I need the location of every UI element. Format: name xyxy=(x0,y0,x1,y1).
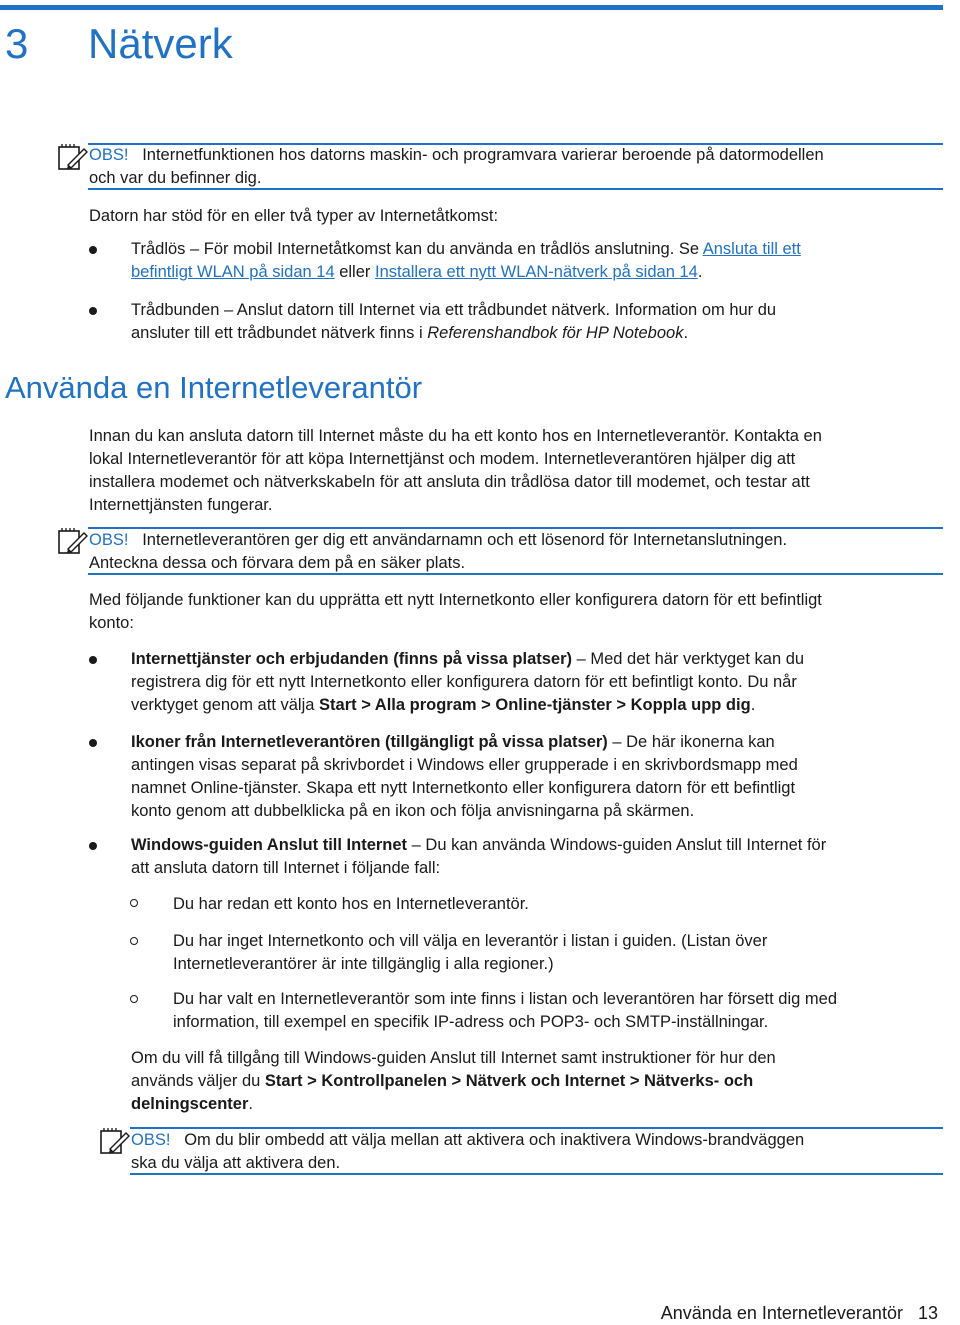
section-para-line-1: Innan du kan ansluta datorn till Internet måste du ha ett konto hos en Internetleverantör. Kontakta en xyxy=(89,427,822,445)
feature-wizard-line-1: Windows-guiden Anslut till Internet – Du kan använda Windows-guiden Anslut till Internet för xyxy=(131,836,827,854)
wizard-para-line-2: används väljer du Start > Kontrollpanelen > Nätverk och Internet > Nätverks- och xyxy=(131,1072,754,1090)
chapter-title: Nätverk xyxy=(88,20,233,67)
bullet-dot xyxy=(89,307,97,315)
note-2-line-2: Anteckna dessa och förvara dem på en säker plats. xyxy=(89,554,466,572)
note-bottom-rule xyxy=(130,1173,943,1175)
section-para-line-2: lokal Internetleverantör för att köpa Internettjänst och modem. Internetleverantören hjälper dig att xyxy=(89,450,796,468)
feature-icons-line-4: konto genom att dubbelklicka på en ikon och följa anvisningarna på skärmen. xyxy=(131,802,695,820)
note-bottom-rule xyxy=(88,573,943,575)
section-para-line-3: installera modemet och nätverkskabeln för att ansluta din trådlösa dator till modemet, och testar att xyxy=(89,473,810,491)
bullet-wireless-line-2: befintligt WLAN på sidan 14 eller Installera ett nytt WLAN-nätverk på sidan 14. xyxy=(131,263,703,281)
note-1-line-1: OBS! Internetfunktionen hos datorns maskin- och programvara varierar beroende på datormodellen xyxy=(89,146,824,164)
para2-line-1: Med följande funktioner kan du upprätta ett nytt Internetkonto eller konfigurera datorn för ett befintligt xyxy=(89,591,822,609)
bullet-wired-line-2: ansluter till ett trådbundet nätverk finns i Referenshandbok för HP Notebook. xyxy=(131,324,689,342)
bullet-wireless-line-1: Trådlös – För mobil Internetåtkomst kan du använda en trådlös anslutning. Se Ansluta till ett xyxy=(131,240,801,258)
feature-wizard-line-2: att ansluta datorn till Internet i följande fall: xyxy=(131,859,441,877)
wizard-para-line-1: Om du vill få tillgång till Windows-guiden Anslut till Internet samt instruktioner för hur den xyxy=(131,1049,776,1067)
sub-bullet-circle xyxy=(130,937,138,945)
note-3-line-2: ska du välja att aktivera den. xyxy=(131,1154,341,1172)
feature-services-line-3: verktyget genom att välja Start > Alla program > Online-tjänster > Koppla upp dig. xyxy=(131,696,756,714)
intro-text: Datorn har stöd för en eller två typer av Internetåtkomst: xyxy=(89,207,499,225)
note-3-line-1: OBS! Om du blir ombedd att välja mellan att aktivera och inaktivera Windows-brandväggen xyxy=(131,1131,805,1149)
sub-item-b-line-2: Internetleverantörer är inte tillgänglig i alla regioner.) xyxy=(173,955,554,973)
chapter-number: 3 xyxy=(5,20,29,67)
section-title: Använda en Internetleverantör xyxy=(5,370,423,405)
note-pencil-icon xyxy=(56,527,90,557)
link-ansluta-wlan[interactable]: Ansluta till ett xyxy=(702,240,801,258)
feature-icons-line-3: namnet Online-tjänster. Skapa ett nytt Internetkonto eller konfigurera datorn för ett befintligt xyxy=(131,779,796,797)
feature-services-line-1: Internettjänster och erbjudanden (finns på vissa platser) – Med det här verktyget kan du xyxy=(131,650,805,668)
sub-item-b-line-1: Du har inget Internetkonto och vill välja en leverantör i listan i guiden. (Listan över xyxy=(173,932,768,950)
page-number: 13 xyxy=(917,1303,938,1323)
feature-icons-line-2: antingen visas separat på skrivbordet i Windows eller grupperade i en skrivbordsmapp med xyxy=(131,756,798,774)
link-installera-wlan[interactable]: Installera ett nytt WLAN-nätverk på sidan 14 xyxy=(374,263,698,281)
note-pencil-icon xyxy=(56,143,90,173)
footer-section-title: Använda en Internetleverantör xyxy=(660,1303,903,1323)
sub-item-c-line-1: Du har valt en Internetleverantör som inte finns i listan och leverantören har försett dig med xyxy=(173,990,838,1008)
wizard-para-line-3: delningscenter. xyxy=(131,1095,253,1113)
note-bottom-rule xyxy=(88,188,943,190)
sub-bullet-circle xyxy=(130,899,138,907)
bullet-dot xyxy=(89,739,97,747)
chapter-rule xyxy=(0,5,943,10)
bullet-dot xyxy=(89,842,97,850)
sub-item-a: Du har redan ett konto hos en Internetleverantör. xyxy=(173,895,529,913)
note-1-line-2: och var du befinner dig. xyxy=(89,169,262,187)
note-label: OBS! xyxy=(89,531,129,549)
link-ansluta-wlan-cont[interactable]: befintligt WLAN på sidan 14 xyxy=(131,263,335,281)
bullet-wired-line-1: Trådbunden – Anslut datorn till Internet via ett trådbundet nätverk. Information om hur du xyxy=(131,301,777,319)
bullet-dot xyxy=(89,246,97,254)
section-para-line-4: Internettjänsten fungerar. xyxy=(89,496,273,514)
bullet-dot xyxy=(89,656,97,664)
note-label: OBS! xyxy=(89,146,129,164)
note-pencil-icon xyxy=(98,1127,132,1157)
sub-bullet-circle xyxy=(130,995,138,1003)
sub-item-c-line-2: information, till exempel en specifik IP-adress och POP3- och SMTP-inställningar. xyxy=(173,1013,769,1031)
page-footer xyxy=(661,1301,938,1325)
para2-line-2: konto: xyxy=(89,614,134,632)
note-2-line-1: OBS! Internetleverantören ger dig ett användarnamn och ett lösenord för Internetanslutningen. xyxy=(89,531,788,549)
note-label: OBS! xyxy=(131,1131,171,1149)
feature-icons-line-1: Ikoner från Internetleverantören (tillgängligt på vissa platser) – De här ikonerna kan xyxy=(131,733,775,751)
feature-services-line-2: registrera dig för ett nytt Internetkonto eller konfigurera datorn för ett befintligt konto. Du når xyxy=(131,673,797,691)
